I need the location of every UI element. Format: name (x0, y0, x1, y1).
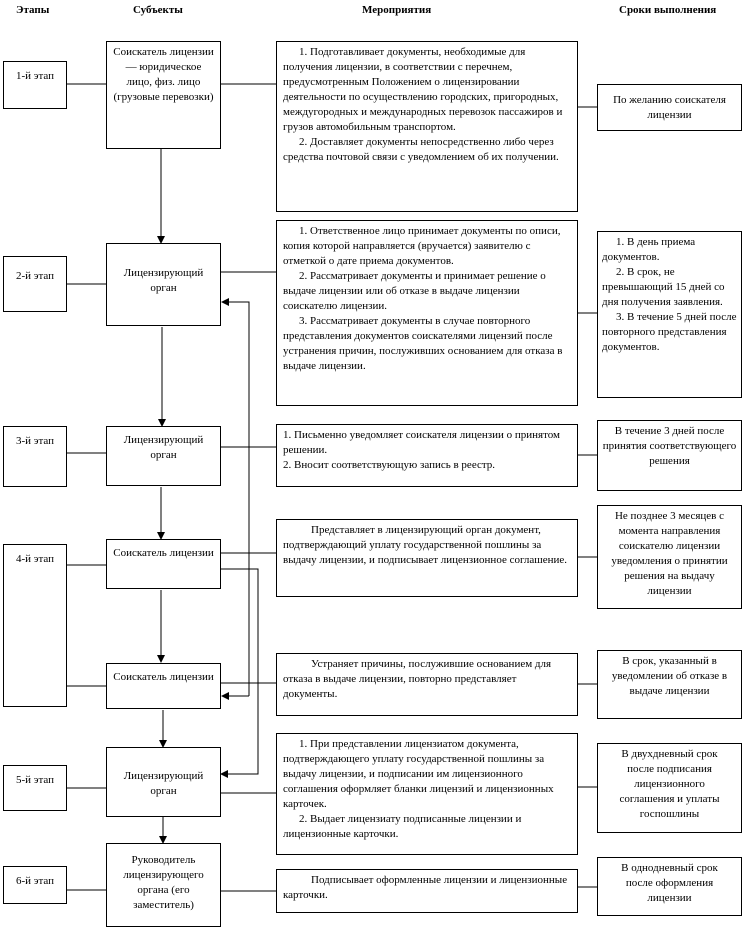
subject-licensing-body-stage2: Лицензирующий орган (106, 243, 221, 326)
subject-licensing-body-stage3: Лицензирующий орган (106, 426, 221, 486)
header-subjects: Субъекты (133, 4, 183, 16)
deadline-stage1: По желанию соискателя лицензии (597, 84, 742, 131)
activity-text: 1. Письменно уведомляет соискателя лицензии о принятом решении. (283, 429, 560, 456)
activity-text: 1. Подготавливает документы, необходимые для получения лицензии, в соответствии с перечнем, предусмотренным Положением о лицензировании деятельности по осуществлению городских, пригородных, междугородных и международных перевозок пассажиров и грузов автомобильным транспортом. (283, 46, 563, 133)
deadline-stage4a: Не позднее 3 месяцев с момента направления соискателю лицензии уведомления о принятии решения на выдачу лицензии (597, 505, 742, 609)
activity-text: 1. При представлении лицензиатом документа, подтверждающего уплату государственной пошлины за выдачу лицензии, и подписании им лицензионного соглашения оформляет бланки лицензий и лицензионных карточек. (283, 738, 554, 810)
deadline-text: 1. В день приема документов. (602, 236, 696, 263)
header-deadlines: Сроки выполнения (619, 4, 717, 16)
stage-2: 2-й этап (3, 256, 67, 312)
header-stages: Этапы (16, 4, 50, 16)
activity-stage5 (276, 733, 578, 855)
activity-stage6 (276, 869, 578, 913)
activity-text: 1. Ответственное лицо принимает документы по описи, копия которой направляется (вручается) заявителю с отметкой о дате приема документов. (283, 225, 561, 267)
activity-stage3 (276, 424, 578, 487)
deadline-stage5: В двухдневный срок после подписания лицензионного соглашения и уплаты госпошлины (597, 743, 742, 833)
subject-head-of-licensing-body: Руководитель лицензирующего органа (его заместитель) (106, 843, 221, 927)
subject-licensing-body-stage5: Лицензирующий орган (106, 747, 221, 817)
activity-text: Представляет в лицензирующий орган документ, подтверждающий уплату государственной пошлины за выдачу лицензии, и подписывает лицензионное соглашение. (283, 524, 568, 566)
activity-text: 2. Доставляет документы непосредственно либо через средства почтовой связи с уведомлением об их получении. (283, 136, 559, 163)
stage-1: 1-й этап (3, 61, 67, 109)
activity-text: 2. Рассматривает документы и принимает решение о выдаче лицензии или об отказе в выдаче лицензии соискателю лицензии. (283, 270, 546, 312)
stage-4: 4-й этап (3, 544, 67, 707)
activity-stage4b (276, 653, 578, 716)
deadline-stage4b: В срок, указанный в уведомлении об отказе в выдаче лицензии (597, 650, 742, 719)
activity-text: 3. Рассматривает документы в случае повторного представления документов соискателями лицензий после устранения причин, послуживших основанием для отказа в выдаче лицензии. (283, 315, 563, 372)
stage-3: 3-й этап (3, 426, 67, 487)
deadline-text: 2. В срок, не превышающий 15 дней со дня получения заявления. (602, 266, 725, 308)
subject-applicant-stage4b: Соискатель лицензии (106, 663, 221, 709)
deadline-stage2 (597, 231, 742, 398)
activity-stage1 (276, 41, 578, 212)
subject-applicant: Соискатель лицензии — юридическое лицо, физ. лицо (грузовые перевозки) (106, 41, 221, 149)
subject-applicant-stage4a: Соискатель лицензии (106, 539, 221, 589)
deadline-stage6: В однодневный срок после оформления лицензии (597, 857, 742, 916)
stage-6: 6-й этап (3, 866, 67, 904)
activity-text: 2. Выдает лицензиату подписанные лицензии и лицензионные карточки. (283, 813, 522, 840)
activity-text: Подписывает оформленные лицензии и лицензионные карточки. (283, 874, 568, 901)
activity-text: Устраняет причины, послужившие основанием для отказа в выдаче лицензии, повторно представляет документы. (283, 658, 552, 700)
deadline-text: 3. В течение 5 дней после повторного представления документов. (602, 311, 737, 353)
activity-text: 2. Вносит соответствующую запись в реестр. (283, 459, 496, 471)
activity-stage4a (276, 519, 578, 597)
header-activities: Мероприятия (362, 4, 432, 16)
deadline-stage3: В течение 3 дней после принятия соответствующего решения (597, 420, 742, 491)
stage-5: 5-й этап (3, 765, 67, 811)
activity-stage2 (276, 220, 578, 406)
